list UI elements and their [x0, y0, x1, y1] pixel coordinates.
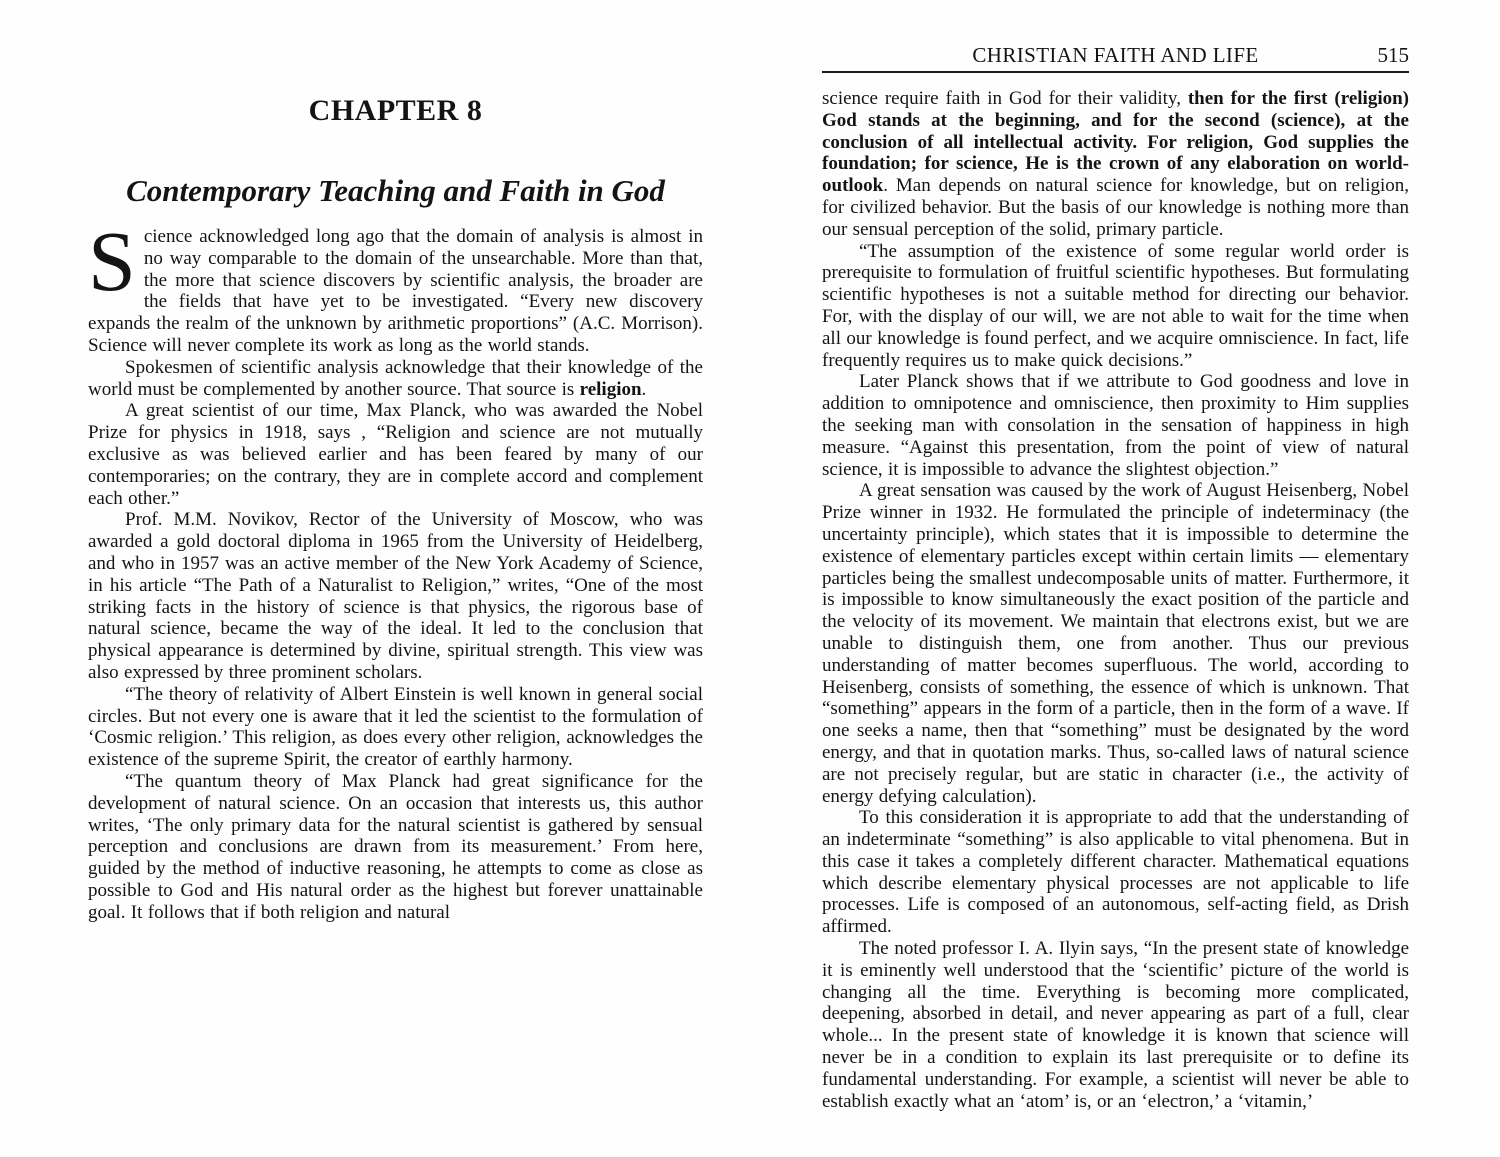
paragraph: Prof. M.M. Novikov, Rector of the University of Moscow, who was awarded a gold doctoral diploma in 1965 from the University of Heidelberg, and who in 1957 was an active member of the New York Academy of Science, in his article “The Path of a Naturalist to Religion,” writes, “One of the most striking facts in the history of science is that physics, the rigorous base of natural science, became the way of the ideal. It led to the conclusion that physical appearance is determined by divine, spiritual strength. This view was also expressed by three prominent scholars. — [88, 509, 703, 683]
paragraph: “The quantum theory of Max Planck had great significance for the development of natural science. On an occasion that interests us, this author writes, ‘The only primary data for the natural scientist is gathered by sensual perception and conclusions are drawn from its measurement.’ From here, guided by the method of inductive reasoning, he attempts to come as close as possible to God and His natural order as the highest but forever unattainable goal. It follows that if both religion and natural — [88, 770, 703, 923]
drop-cap: S — [88, 213, 136, 309]
left-page — [88, 0, 703, 1157]
running-head — [822, 44, 1409, 73]
page-number: 515 — [1377, 43, 1409, 67]
paragraph-text: cience acknowledged long ago that the domain of analysis is almost in no way comparable to the domain of the unsearchable. More than that, the more that science discovers by scientific analysis, the broader are the fields that have yet to be investigated. “Every new discovery expands the realm of the unknown by arithmetic proportions” (A.C. Morrison). Science will never complete its work as long as the world stands. — [88, 226, 703, 356]
paragraph — [88, 357, 703, 401]
running-head-title: CHRISTIAN FAITH AND LIFE — [972, 43, 1259, 67]
paragraph: “The theory of relativity of Albert Einstein is well known in general social circles. But not every one is aware that it led the scientist to the formulation of ‘Cosmic religion.’ This religion, as does every other religion, acknowledges the existence of the supreme Spirit, the creator of earthly harmony. — [88, 683, 703, 771]
paragraph: The noted professor I. A. Ilyin says, “In the present state of knowledge it is eminently well understood that the ‘scientific’ picture of the world is changing all the time. Everything is becoming more complicated, deepening, absorbed in detail, and never appearing as part of a full, clear whole... In the present state of knowledge it is known that science will never be in a condition to explain its last prerequisite or to define its fundamental understanding. For example, a scientist will never be able to establish exactly what an ‘atom’ is, or an ‘electron,’ a ‘vitamin,’ — [822, 938, 1409, 1112]
chapter-label: CHAPTER 8 — [308, 94, 483, 127]
paragraph-text: science require faith in God for their validity, — [822, 88, 1188, 109]
paragraph-text: . Man depends on natural science for knowledge, but on religion, for civilized behavior. But the basis of our knowledge is nothing more than our sensual perception of the solid, primary particle. — [822, 175, 1409, 240]
paragraph: A great sensation was caused by the work of August Heisenberg, Nobel Prize winner in 1932. He formulated the principle of indeterminacy (the uncertainty principle), which states that it is impossible to determine the existence of elementary particles except within certain limits — elementary particles being the smallest undecomposable units of matter. Furthermore, it is impossible to know simultaneously the exact position of the particle and the velocity of its movement. We maintain that electrons exist, but we are unable to distinguish them, one from another. Thus our previous understanding of matter becomes superfluous. The world, according to Heisenberg, consists of something, the essence of which is unknown. That “something” appears in the form of a particle, then in the form of a wave. If one seeks a name, then that “something” must be designated by the word energy, and that in quotation marks. Thus, so-called laws of natural science are not precisely regular, but are static in character (i.e., the activity of energy defying calculation). — [822, 480, 1409, 807]
chapter-title: Contemporary Teaching and Faith in God — [126, 173, 665, 208]
left-page-body — [88, 213, 703, 924]
bold-text: then for the first (religion) God stands at the beginning, and for the second (science), at the conclusion of all intellectual activity. For religion, God supplies the foundation; for science, He is the crown of any elaboration on world-outlook — [822, 88, 1409, 197]
paragraph: Later Planck shows that if we attribute to God goodness and love in addition to omnipotence and omniscience, then proximity to Him supplies the seeking man with consolation in the sensation of happiness in high measure. “Against this presentation, from the point of view of natural science, it is impossible to advance the slightest objection.” — [822, 371, 1409, 480]
paragraph: “The assumption of the existence of some regular world order is prerequisite to formulation of fruitful scientific hypotheses. But formulating scientific hypotheses is not a suitable method for directing our behavior. For, with the display of our will, we are not able to wait for the time when all our knowledge is found perfect, and we acquire omniscience. In fact, life frequently requires us to make quick decisions.” — [822, 240, 1409, 371]
bold-text: religion — [579, 378, 642, 400]
right-page — [822, 0, 1409, 1157]
paragraph: To this consideration it is appropriate to add that the understanding of an indeterminate “something” is also applicable to vital phenomena. But in this case it takes a completely different character. Mathematical equations which describe elementary physical processes are not applicable to life processes. Life is composed of an autonomous, self-acting field, as Drish affirmed. — [822, 807, 1409, 938]
paragraph: A great scientist of our time, Max Planck, who was awarded the Nobel Prize for physics in 1918, says , “Religion and science are not mutually exclusive as was believed earlier and has been feared by many of our contemporaries; on the contrary, they are in complete accord and complement each other.” — [88, 400, 703, 509]
paragraph-opening — [88, 213, 703, 357]
paragraph-text: . — [641, 378, 647, 400]
paragraph-text: Spokesmen of scientific analysis acknowledge that their knowledge of the world must be complemented by another source. That source is — [88, 356, 703, 400]
right-page-body — [822, 88, 1409, 1112]
paragraph-continuation — [822, 88, 1409, 241]
